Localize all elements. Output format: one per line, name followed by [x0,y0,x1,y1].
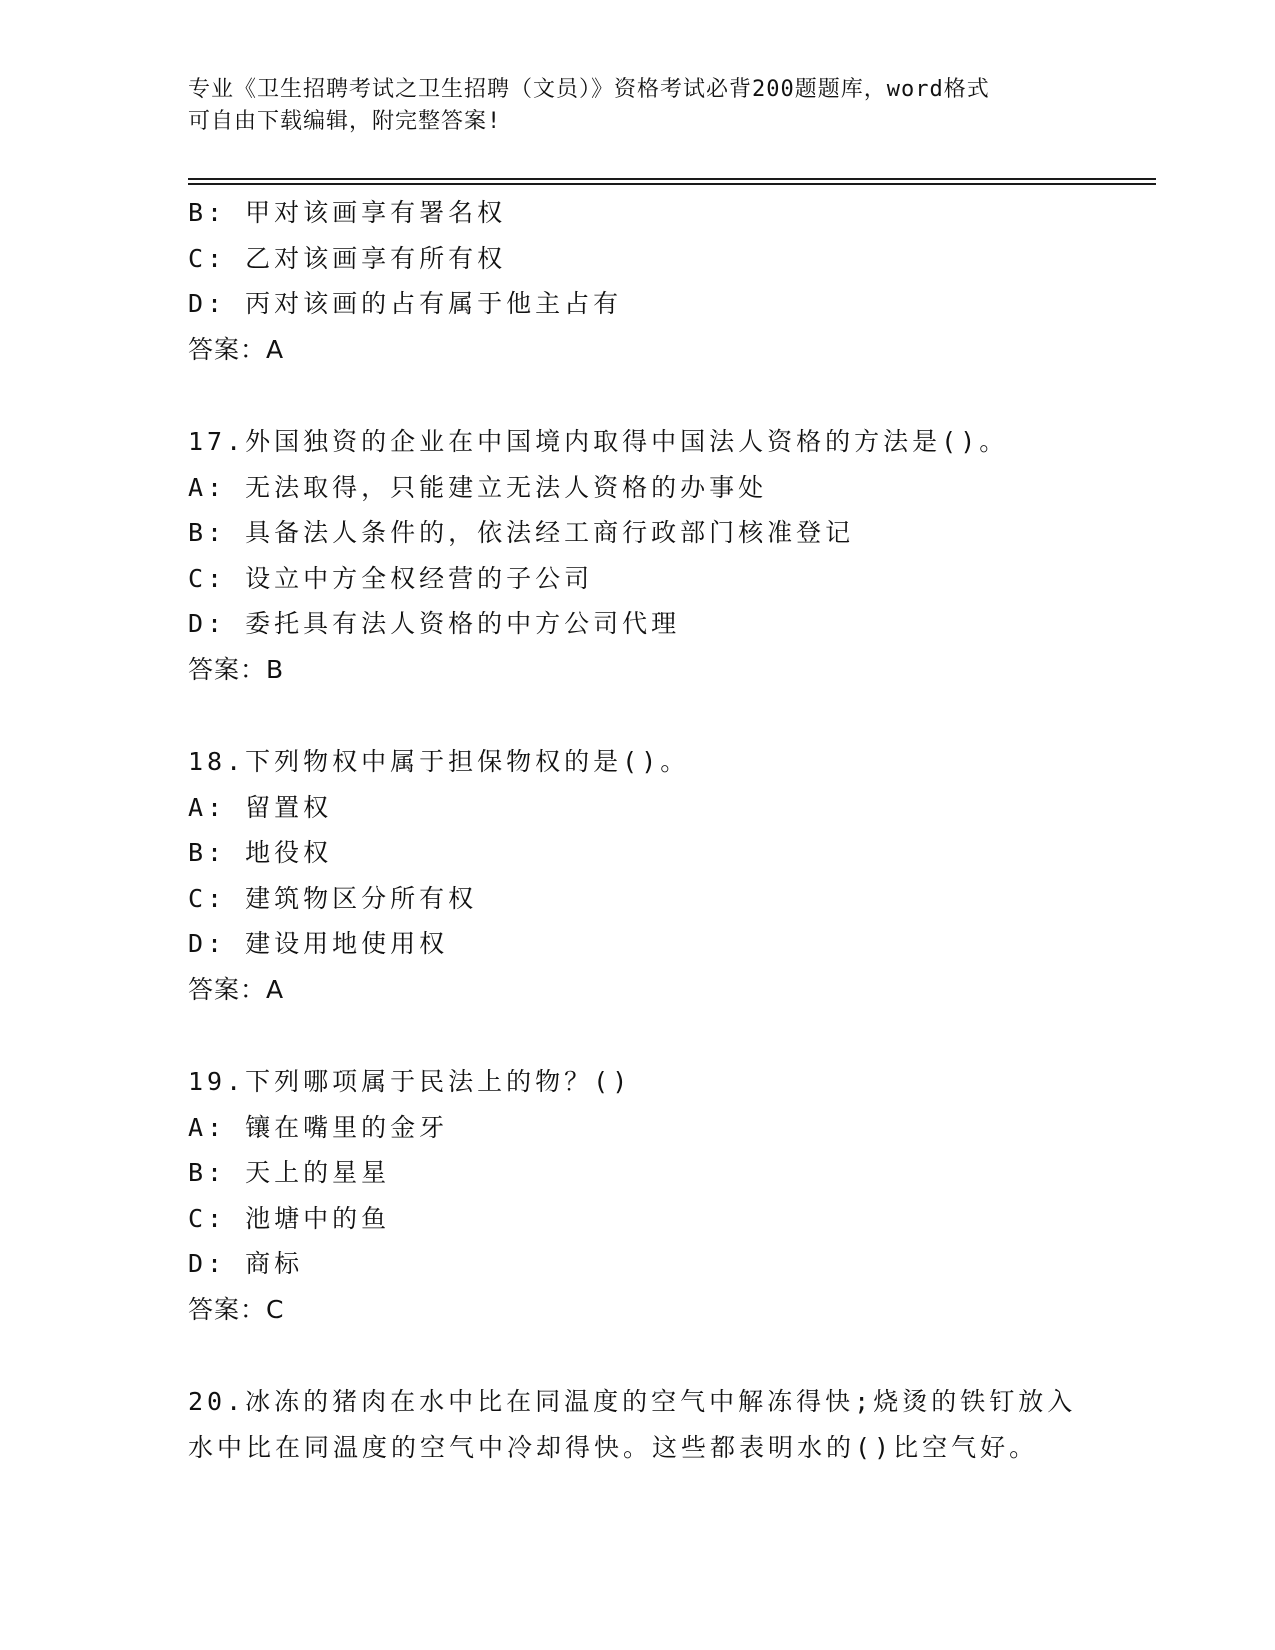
option-b: B: 甲对该画享有署名权 [188,198,507,227]
option-c: C: 乙对该画享有所有权 [188,243,507,273]
option-c: C: 设立中方全权经营的子公司 [188,563,594,593]
answer-line: 答案：C [188,1294,285,1324]
option-b: B: 天上的星星 [188,1158,391,1187]
question-stem-line-2: 水中比在同温度的空气中冷却得快。这些都表明水的()比空气好。 [188,1432,1039,1462]
option-b: B: 地役权 [188,838,333,867]
document-header [188,74,1068,138]
option-d: D: 建设用地使用权 [188,929,449,958]
question-stem: 18.下列物权中属于担保物权的是()。 [188,747,690,776]
question-18 [188,739,1088,1012]
question-list [188,190,1088,1470]
header-title-line-2: 可自由下载编辑，附完整答案! [188,109,502,134]
spacer [188,1012,1088,1059]
option-b: B: 具备法人条件的，依法经工商行政部门核准登记 [188,518,855,547]
option-c: C: 建筑物区分所有权 [188,883,478,913]
question-16-tail [188,190,1088,372]
header-divider-bottom [188,183,1156,185]
answer-line: 答案：B [188,654,285,684]
option-c: C: 池塘中的鱼 [188,1203,391,1233]
option-d: D: 丙对该画的占有属于他主占有 [188,289,623,318]
header-divider-top [188,178,1156,180]
question-stem-line-1: 20.冰冻的猪肉在水中比在同温度的空气中解冻得快;烧烫的铁钉放入 [188,1387,1077,1416]
question-17 [188,419,1088,692]
option-d: D: 商标 [188,1249,304,1278]
spacer [188,692,1088,739]
answer-line: 答案：A [188,334,285,364]
option-a: A: 镶在嘴里的金牙 [188,1112,449,1142]
question-19 [188,1059,1088,1332]
question-stem: 19.下列哪项属于民法上的物？() [188,1067,632,1096]
option-a: A: 留置权 [188,792,333,822]
option-a: A: 无法取得，只能建立无法人资格的办事处 [188,472,768,502]
option-d: D: 委托具有法人资格的中方公司代理 [188,609,681,638]
question-20 [188,1379,1088,1470]
answer-line: 答案：A [188,974,285,1004]
spacer [188,1332,1088,1379]
question-stem: 17.外国独资的企业在中国境内取得中国法人资格的方法是()。 [188,427,1009,456]
header-title-line-1: 专业《卫生招聘考试之卫生招聘（文员）》资格考试必背200题题库，word格式 [188,77,990,102]
spacer [188,372,1088,419]
